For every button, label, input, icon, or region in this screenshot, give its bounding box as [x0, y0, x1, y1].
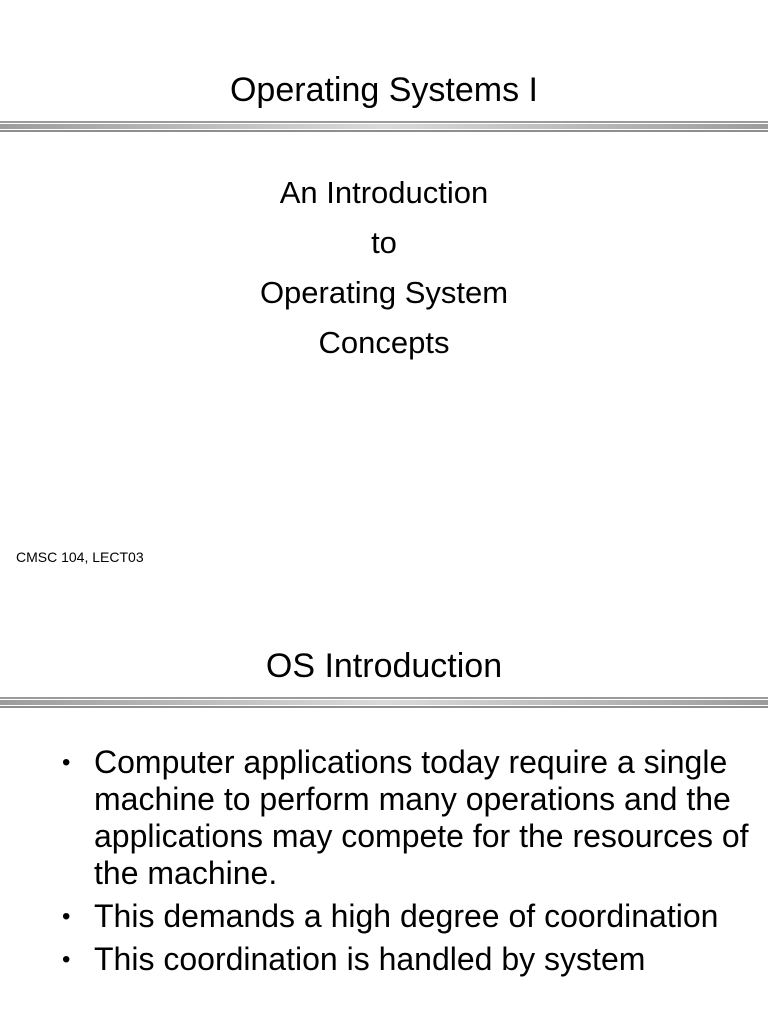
- course-footer: CMSC 104, LECT03: [16, 549, 144, 565]
- subtitle-line: Operating System: [259, 275, 509, 310]
- bullet-text: This demands a high degree of coordination: [94, 898, 719, 934]
- list-item: [60, 898, 750, 935]
- list-item: [60, 941, 750, 978]
- subtitle-line: An Introduction: [279, 175, 489, 210]
- bullet-list: [60, 744, 750, 984]
- subtitle-block: [0, 168, 768, 368]
- slide-title: Operating Systems I: [229, 71, 538, 109]
- subtitle-line: Concepts: [318, 325, 450, 360]
- bullet-icon: •: [62, 903, 71, 930]
- slide-2: [0, 610, 768, 1024]
- slide-title: OS Introduction: [265, 647, 503, 685]
- title-divider: [0, 121, 768, 133]
- title-divider: [0, 697, 768, 709]
- list-item: [60, 744, 750, 892]
- bullet-text: Computer applications today require a single machine to perform many operations and the applications may compete for the resources of the machine.: [94, 744, 749, 891]
- subtitle-line: to: [371, 225, 397, 260]
- bullet-icon: •: [62, 946, 71, 973]
- bullet-icon: •: [62, 749, 71, 776]
- bullet-text: This coordination is handled by system: [94, 941, 646, 977]
